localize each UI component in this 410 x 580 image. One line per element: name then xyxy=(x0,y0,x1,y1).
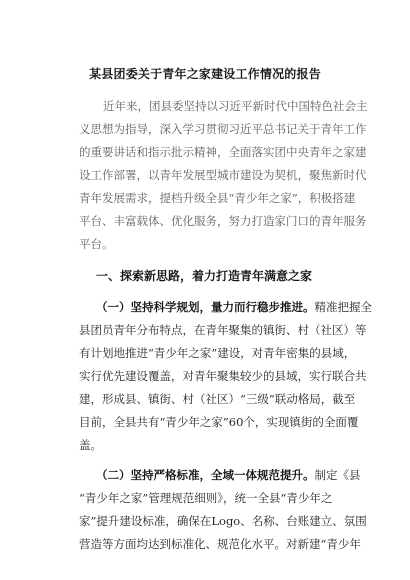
intro-line: 近年来，团县委坚持以习近平新时代中国特色社会主 xyxy=(103,99,368,113)
body-line: “青少年之家”管理规范细则》，统一全县“青少年之 xyxy=(79,491,333,505)
body-line: 目前，全县共有“青少年之家”60个，实现镇街的全面覆 xyxy=(79,415,359,429)
intro-line: 平台。 xyxy=(79,237,114,251)
subsection-first-line xyxy=(96,300,372,314)
intro-line: 平台、丰富载体、优化服务，努力打造家门口的青年服务 xyxy=(79,214,367,228)
intro-line: 青年发展需求，提档升级全县“青少年之家”，积极搭建 xyxy=(79,191,356,205)
body-line: 盖。 xyxy=(79,438,102,452)
body-line: 县团员青年分布特点，在青年聚集的镇街、村（社区）等 xyxy=(79,323,367,337)
intro-line: 义思想为指导，深入学习贯彻习近平总书记关于青年工作 xyxy=(79,122,367,136)
body-line: 实行优先建设覆盖，对青年聚集较少的县域，实行联合共 xyxy=(79,369,367,383)
document-title: 某县团委关于青年之家建设工作情况的报告 xyxy=(89,67,321,81)
intro-line: 设工作部署，以青年发展型城市建设为契机，聚焦新时代 xyxy=(79,168,367,182)
subsection-text: 制定《县 xyxy=(314,468,361,482)
subsection-first-line xyxy=(96,468,361,482)
intro-line: 的重要讲话和指示批示精神，全面落实团中央青年之家建 xyxy=(79,145,367,159)
body-line: 建，形成县、镇街、村（社区）“三级”联动格局，截至 xyxy=(79,392,356,406)
body-line: 家”提升建设标准，确保在Logo、名称、台账建立、氛围 xyxy=(79,514,367,528)
section-heading: 一、探索新思路，着力打造青年满意之家 xyxy=(96,269,313,283)
subsection-heading: （一）坚持科学规划，量力而行稳步推进。 xyxy=(96,300,315,314)
subsection-text: 精准把握全 xyxy=(314,300,372,314)
body-line: 营造等方面均达到标准化、规范化水平。对新建“青少年 xyxy=(79,537,361,551)
body-line: 有计划地推进“青少年之家”建设，对青年密集的县域， xyxy=(79,346,356,360)
subsection-heading: （二）坚持严格标准，全域一体规范提升。 xyxy=(96,468,315,482)
